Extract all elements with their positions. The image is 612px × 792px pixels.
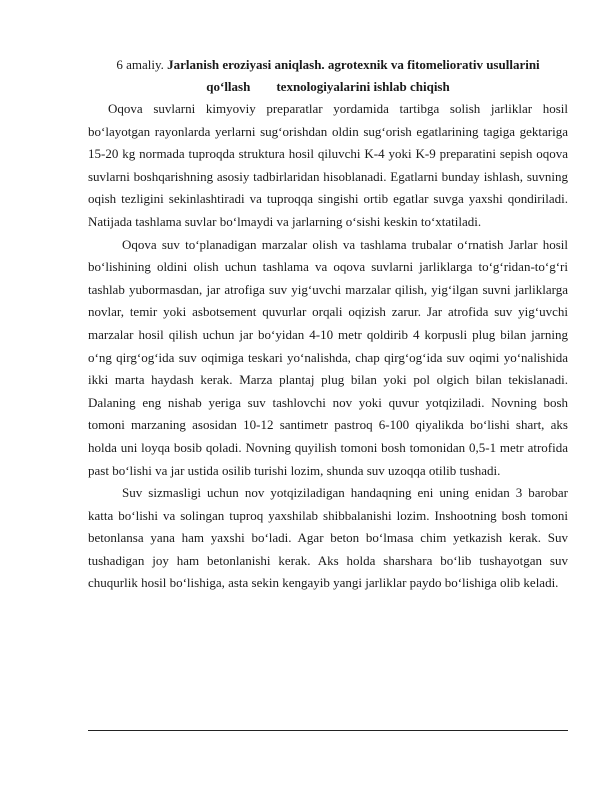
- heading-title-part-2a: qo‘llash: [206, 79, 251, 94]
- document-page: [88, 54, 568, 595]
- heading-line-1: [88, 54, 568, 76]
- paragraph-1: Oqova suvlarni kimyoviy preparatlar yordamida tartibga solish jarliklar hosil bo‘layotgan rayonlarda yerlarni sug‘orishdan oldin sug‘orish egatlarining tagiga gektariga 15-20 kg normada tuproqda struktura hosil qiluvchi K-4 yoki K-9 preparatini sepish oqova suvlarni boshqarishning asosiy tadbirlaridan hisoblanadi. Egatlarni bunday ishlash, suvning oqish tezligini sekinlashtiradi va tuproqqa singishi ortib egatlar suvga yaxshi qondiriladi. Natijada tashlama suvlar bo‘lmaydi va jarlarning o‘sishi keskin to‘xtatiladi.: [88, 101, 568, 229]
- paragraph-2: Oqova suv to‘planadigan marzalar olish va tashlama trubalar o‘rnatish Jarlar hosil bo‘lishining oldini olish uchun tashlama va oqova suvlarni jarliklarga to‘g‘ridan-to‘g‘ri tashlab yubormasdan, jar atrofiga suv yig‘uvchi marzalar qilish, yig‘ilgan suvni jarliklarga novlar, temir yoki asbotsement quvurlar orqali oqizish zarur. Jar atrofida suv yig‘uvchi marzalar hosil qilish uchun jar bo‘yidan 4-10 metr qoldirib 4 korpusli plug bilan jarning o‘ng qirg‘og‘ida suv oqimiga teskari yo‘nalishda, chap qirg‘og‘ida suv oqimi yo‘nalishida ikki marta haydash kerak. Marza plantaj plug bilan yoki pol olgich bilan tekislanadi. Dalaning eng nishab yeriga suv tashlovchi nov yoki quvur yotqiziladi. Novning bosh tomoni marzaning asosidan 10-12 santimetr pastroq 6-100 qiyalikda bo‘lishi shart, aks holda uni loyqa bosib qoladi. Novning quyilish tomoni bosh tomonidan 0,5-1 metr atrofida past bo‘lishi va jar ustida osilib turishi lozim, shunda suv uzoqqa otilib tushadi.: [88, 236, 568, 478]
- heading-title-part-1: Jarlanish eroziyasi aniqlash. agrotexnik va fitomeliorativ usullarini: [167, 57, 540, 72]
- bottom-rule-divider: [88, 730, 568, 731]
- paragraph-3: Suv sizmasligi uchun nov yotqiziladigan handaqning eni uning enidan 3 barobar katta bo‘lishi va solingan tuproq yaxshilab shibbalanishi lozim. Inshootning bosh tomoni betonlansa yana ham yaxshi bo‘ladi. Agar beton bo‘lmasa chim yetkazish kerak. Suv tushadigan joy ham betonlanishi kerak. Aks holda sharshara bo‘lib tushayotgan suv chuqurlik hosil bo‘lishiga, asta sekin kengayib yangi jarliklar paydo bo‘lishiga olib keladi.: [88, 485, 568, 591]
- heading-title-part-2b: texnologiyalarini ishlab chiqish: [276, 79, 450, 94]
- heading-line-2: [88, 76, 568, 98]
- heading-prefix: 6 amaliy.: [116, 57, 164, 72]
